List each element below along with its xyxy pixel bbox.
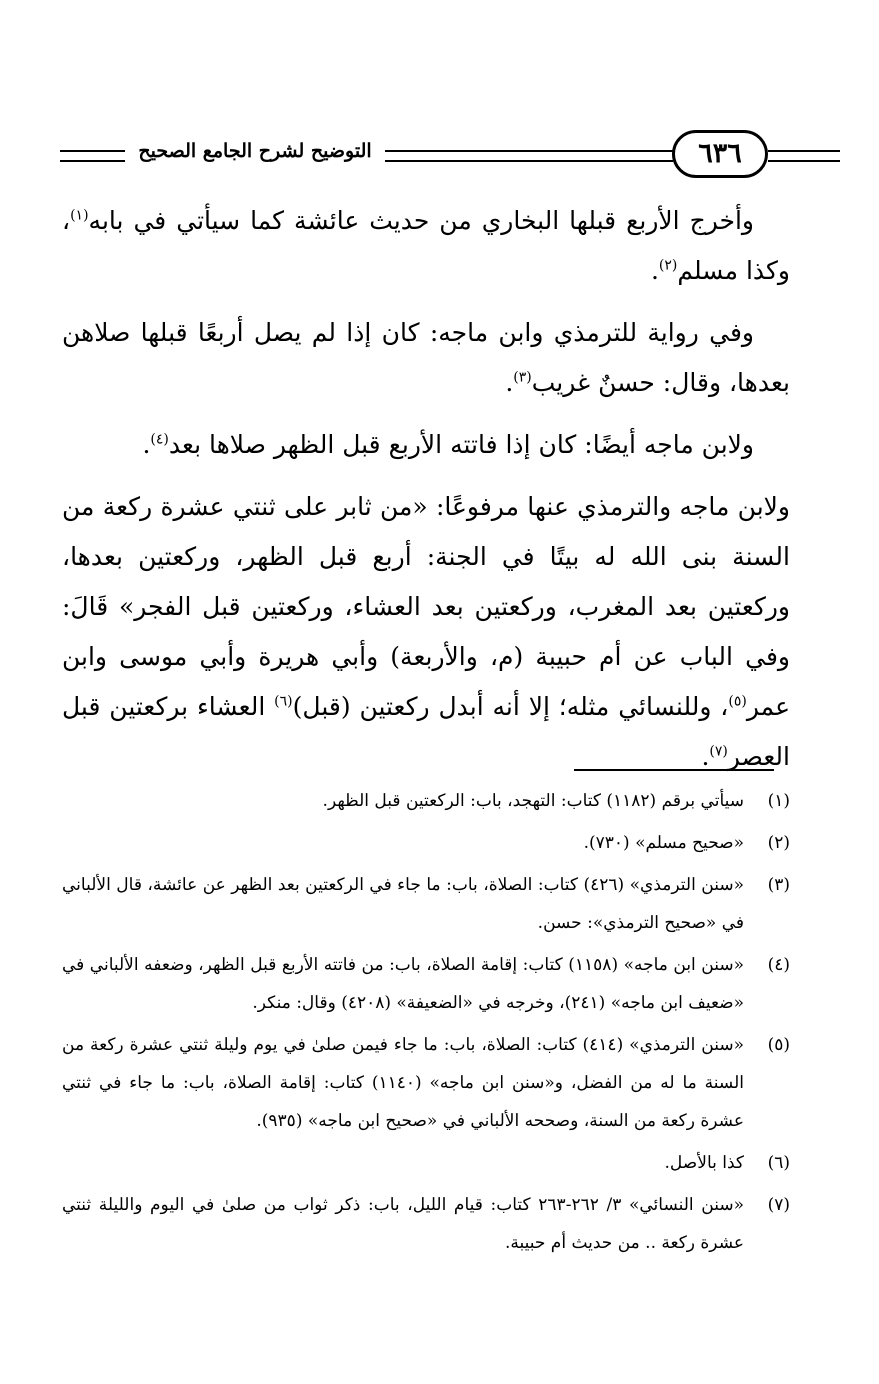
footnote-text: «صحيح مسلم» (٧٣٠). [583,833,744,853]
footnote-text: سيأتي برقم (١١٨٢) كتاب: التهجد، باب: الركعتين قبل الظهر. [322,791,744,811]
paragraph-3 [62,420,790,470]
book-title: التوضيح لشرح الجامع الصحيح [138,140,372,162]
footnote-item [62,946,790,1022]
footnote-ref[interactable]: (٥) [728,693,747,710]
footnote-ref[interactable]: (٧) [709,743,728,760]
header-middle-rule [385,150,673,162]
header-left-rule [60,150,125,162]
paragraph-text: . [650,256,659,285]
main-text [62,196,790,794]
footnote-number: (١) [767,791,790,811]
footnote-ref[interactable]: (٢) [658,257,678,274]
running-header [60,128,795,186]
footnote-text: «سنن الترمذي» (٤١٤) كتاب: الصلاة، باب: ما جاء فيمن صلىٰ في يوم وليلة ثنتي عشرة ركعة من السنة ما له من الفضل، و«سنن ابن ماجه» (١١٤٠) كتاب: إقامة الصلاة، باب: ما جاء في ثنتي عشرة ركعة من السنة، وصححه الألباني في «صحيح ابن ماجه» (٩٣٥). [62,1035,744,1131]
paragraph-text: . [505,368,514,397]
footnote-ref[interactable]: (٦) [274,693,293,710]
footnote-text: كذا بالأصل. [664,1153,744,1173]
footnote-item [62,824,790,862]
paragraph-2 [62,308,790,408]
paragraph-text: ولابن ماجه أيضًا: كان إذا فاتته الأربع قبل الظهر صلاها بعد [168,430,754,459]
footnote-ref[interactable]: (٣) [513,369,532,386]
footnote-separator [574,769,774,771]
footnote-ref[interactable]: (٤) [150,431,169,448]
paragraph-1 [62,196,790,296]
paragraph-text: العشاء بركعتين قبل العصر [62,692,790,771]
footnote-number: (٥) [767,1035,790,1055]
paragraph-4 [62,482,790,782]
footnote-number: (٢) [767,833,790,853]
footnote-number: (٦) [767,1153,790,1173]
paragraph-text: وأخرج الأربع قبلها البخاري من حديث عائشة كما سيأتي في بابه [88,206,754,235]
footnote-number: (٣) [767,875,790,895]
footnote-text: «سنن الترمذي» (٤٢٦) كتاب: الصلاة، باب: ما جاء في الركعتين بعد الظهر عن عائشة، قال الألباني في «صحيح الترمذي»: حسن. [62,875,744,933]
footnote-item [62,1186,790,1262]
paragraph-text: ولابن ماجه والترمذي عنها مرفوعًا: «من ثابر على ثنتي عشرة ركعة من السنة بنى الله له بيتًا في الجنة: أربع قبل الظهر، وركعتين بعدها، وركعتين بعد المغرب، وركعتين بعد العشاء، وركعتين قبل الفجر» قَالَ: وفي الباب عن أم حبيبة (م، والأربعة) وأبي هريرة وأبي موسى وابن عمر [62,492,791,721]
paragraph-text: ، وللنسائي مثله؛ إلا أنه أبدل ركعتين (قبل) [292,692,729,721]
paragraph-text: . [142,430,151,459]
footnote-item [62,866,790,942]
footnote-ref[interactable]: (١) [70,207,89,224]
header-right-rule [768,150,840,162]
footnotes [62,782,790,1266]
footnote-number: (٧) [767,1195,790,1215]
footnote-text: «سنن النسائي» ٣/ ٢٦٢-٢٦٣ كتاب: قيام الليل، باب: ذكر ثواب من صلىٰ في اليوم والليلة ثنتي عشرة ركعة .. من حديث أم حبيبة. [62,1195,744,1253]
paragraph-text: وفي رواية للترمذي وابن ماجه: كان إذا لم يصل أربعًا قبلها صلاهن بعدها، وقال: حسنٌ غريب [62,318,790,397]
footnote-item [62,1026,790,1140]
footnote-number: (٤) [767,955,790,975]
footnote-text: «سنن ابن ماجه» (١١٥٨) كتاب: إقامة الصلاة، باب: من فاتته الأربع قبل الظهر، وضعفه الألباني في «ضعيف ابن ماجه» (٢٤١)، وخرجه في «الضعيفة» (٤٢٠٨) وقال: منكر. [62,955,744,1013]
page-number: ٦٣٦ [672,130,768,178]
footnote-item [62,782,790,820]
footnote-item [62,1144,790,1182]
paragraph-text: ، وكذا مسلم [62,206,790,285]
paragraph-text: . [701,742,710,771]
